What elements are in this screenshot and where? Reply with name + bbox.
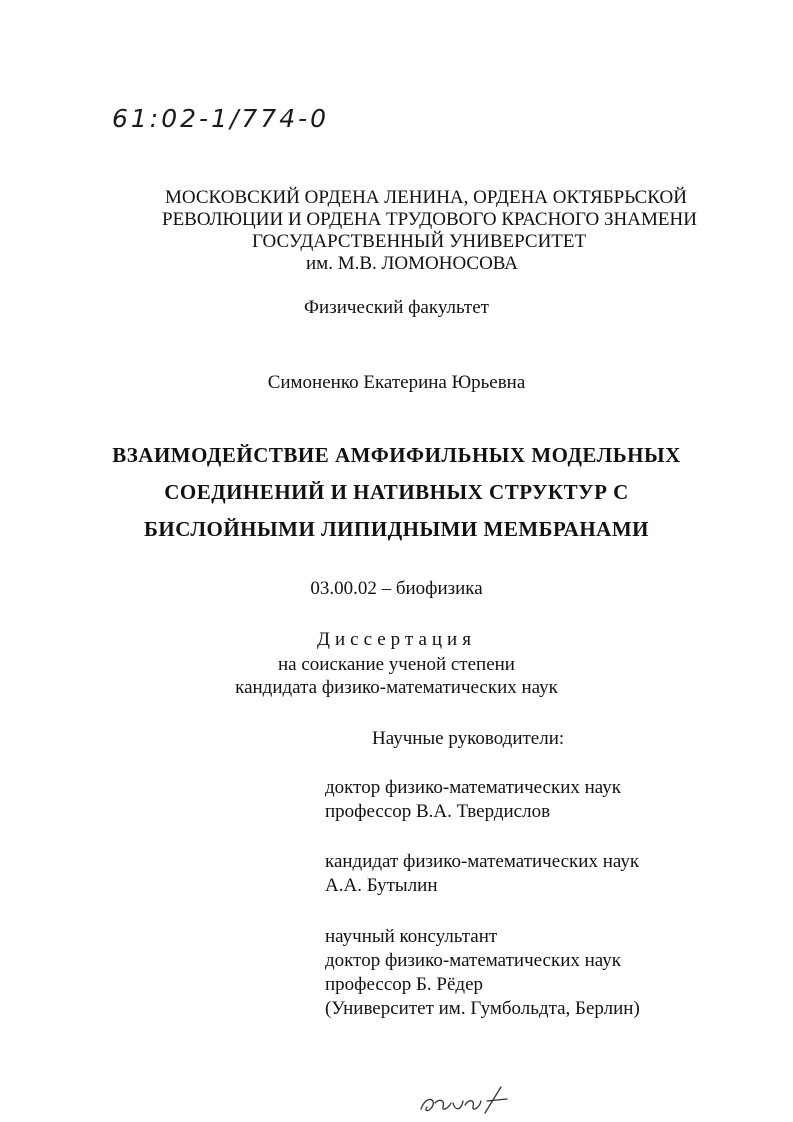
title-line-3: БИСЛОЙНЫМИ ЛИПИДНЫМИ МЕМБРАНАМИ bbox=[144, 517, 649, 541]
dissertation-heading: Диссертация bbox=[317, 629, 476, 650]
faculty-name: Физический факультет bbox=[304, 297, 489, 318]
consultant-affiliation: (Университет им. Гумбольдта, Берлин) bbox=[325, 998, 640, 1019]
consultant-name: профессор Б. Рёдер bbox=[325, 974, 484, 995]
supervisor-first-degree: доктор физико-математических наук bbox=[325, 777, 621, 798]
author-name: Симоненко Екатерина Юрьевна bbox=[267, 372, 526, 393]
consultant-role: научный консультант bbox=[325, 926, 498, 947]
degree-line-1: на соискание ученой степени bbox=[278, 654, 515, 675]
archive-number-handwritten: 61:02-1/774-0 bbox=[112, 104, 330, 133]
university-line-2: РЕВОЛЮЦИИ И ОРДЕНА ТРУДОВОГО КРАСНОГО ЗНАМЕНИ bbox=[162, 209, 697, 230]
supervisor-second-name: А.А. Бутылин bbox=[325, 875, 438, 896]
specialty-code: 03.00.02 – биофизика bbox=[310, 578, 483, 599]
supervisors-heading: Научные руководители: bbox=[372, 728, 565, 749]
supervisor-first-name: профессор В.А. Твердислов bbox=[325, 801, 551, 822]
degree-line-2: кандидата физико-математических наук bbox=[235, 677, 558, 698]
university-line-4: им. М.В. ЛОМОНОСОВА bbox=[306, 253, 518, 274]
dissertation-title bbox=[0, 437, 793, 548]
university-line-1: МОСКОВСКИЙ ОРДЕНА ЛЕНИНА, ОРДЕНА ОКТЯБРЬСКОЙ bbox=[165, 187, 687, 208]
university-line-3: ГОСУДАРСТВЕННЫЙ УНИВЕРСИТЕТ bbox=[252, 231, 587, 252]
title-line-1: ВЗАИМОДЕЙСТВИЕ АМФИФИЛЬНЫХ МОДЕЛЬНЫХ bbox=[112, 443, 681, 467]
consultant-degree: доктор физико-математических наук bbox=[325, 950, 621, 971]
title-line-2: СОЕДИНЕНИЙ И НАТИВНЫХ СТРУКТУР С bbox=[164, 480, 629, 504]
supervisor-second-degree: кандидат физико-математических наук bbox=[325, 851, 640, 872]
handwritten-signature bbox=[415, 1083, 515, 1119]
